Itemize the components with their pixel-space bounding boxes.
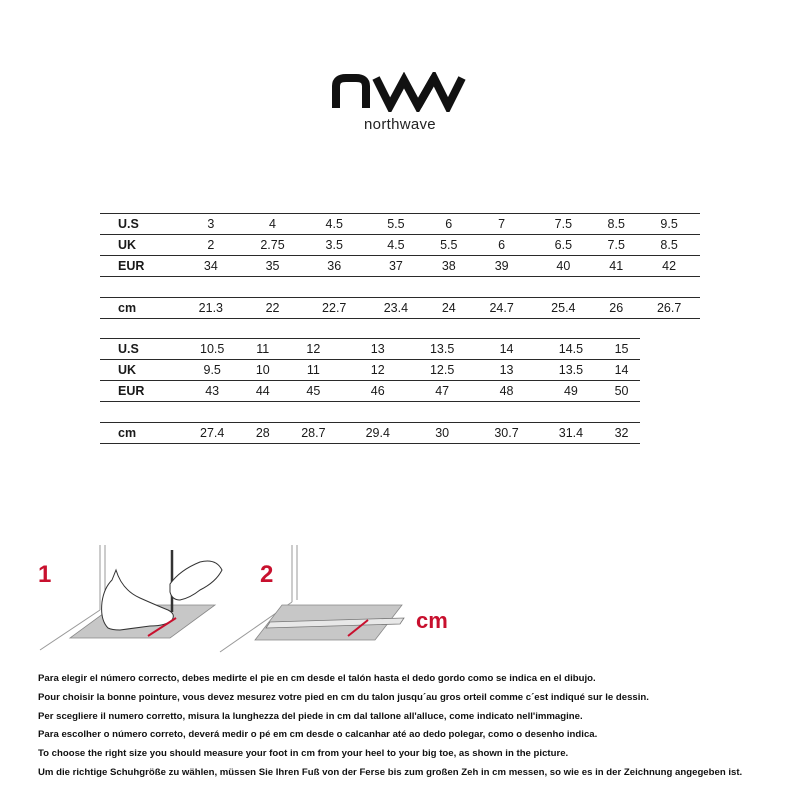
size-cell: 47 bbox=[410, 381, 474, 402]
row-label: UK bbox=[100, 360, 180, 381]
spacer-row bbox=[100, 402, 640, 423]
size-cell: 2.75 bbox=[242, 235, 304, 256]
brand-wordmark: northwave bbox=[364, 116, 436, 133]
size-cell: 8.5 bbox=[594, 214, 638, 235]
size-cell: 11 bbox=[281, 360, 345, 381]
step-2-number: 2 bbox=[260, 561, 274, 588]
size-table-1 bbox=[100, 213, 700, 319]
size-cell: 21.3 bbox=[180, 298, 242, 319]
size-cell: 38 bbox=[427, 256, 471, 277]
size-row-cm bbox=[100, 298, 700, 319]
size-cell: 48 bbox=[474, 381, 538, 402]
size-cell: 35 bbox=[242, 256, 304, 277]
size-cell: 12 bbox=[281, 339, 345, 360]
size-cell: 28.7 bbox=[281, 423, 345, 444]
size-cell: 7.5 bbox=[594, 235, 638, 256]
size-cell: 12 bbox=[346, 360, 410, 381]
size-cell: 27.4 bbox=[180, 423, 244, 444]
nw-logo-mark-icon bbox=[330, 72, 470, 112]
size-cell: 8.5 bbox=[638, 235, 700, 256]
instruction-pt: Para escolher o número correto, deverá medir o pé em cm desde o calcanhar até ao dedo polegar, como o desenho indica. bbox=[38, 729, 598, 741]
size-cell: 30.7 bbox=[474, 423, 538, 444]
measurement-illustration bbox=[30, 540, 470, 660]
size-table-2 bbox=[100, 338, 640, 444]
cm-unit-label: cm bbox=[416, 608, 448, 633]
size-cell: 12.5 bbox=[410, 360, 474, 381]
size-cell: 4.5 bbox=[365, 235, 427, 256]
size-cell: 7 bbox=[471, 214, 533, 235]
size-cell: 2 bbox=[180, 235, 242, 256]
size-cell: 41 bbox=[594, 256, 638, 277]
size-cell: 37 bbox=[365, 256, 427, 277]
size-cell: 49 bbox=[539, 381, 603, 402]
size-cell: 29.4 bbox=[346, 423, 410, 444]
size-cell: 39 bbox=[471, 256, 533, 277]
size-cell: 28 bbox=[244, 423, 281, 444]
size-cell: 7.5 bbox=[533, 214, 595, 235]
size-cell: 9.5 bbox=[638, 214, 700, 235]
size-cell: 32 bbox=[603, 423, 640, 444]
size-cell: 6.5 bbox=[533, 235, 595, 256]
size-cell: 25.4 bbox=[533, 298, 595, 319]
size-cell: 10 bbox=[244, 360, 281, 381]
size-cell: 45 bbox=[281, 381, 345, 402]
size-row-eur bbox=[100, 381, 640, 402]
size-cell: 34 bbox=[180, 256, 242, 277]
size-row-uk bbox=[100, 235, 700, 256]
size-cell: 42 bbox=[638, 256, 700, 277]
size-cell: 40 bbox=[533, 256, 595, 277]
instruction-es: Para elegir el número correcto, debes medirte el pie en cm desde el talón hasta el dedo gordo como se indica en el dibujo. bbox=[38, 673, 596, 684]
size-cell: 3.5 bbox=[303, 235, 365, 256]
size-cell: 13.5 bbox=[410, 339, 474, 360]
row-label: UK bbox=[100, 235, 180, 256]
step-1-number: 1 bbox=[38, 561, 52, 588]
size-cell: 22 bbox=[242, 298, 304, 319]
northwave-logo bbox=[330, 72, 470, 134]
row-label: U.S bbox=[100, 339, 180, 360]
size-cell: 31.4 bbox=[539, 423, 603, 444]
size-cell: 9.5 bbox=[180, 360, 244, 381]
size-cell: 4.5 bbox=[303, 214, 365, 235]
size-cell: 11 bbox=[244, 339, 281, 360]
size-cell: 23.4 bbox=[365, 298, 427, 319]
size-cell: 36 bbox=[303, 256, 365, 277]
size-cell: 13 bbox=[346, 339, 410, 360]
size-cell: 5.5 bbox=[365, 214, 427, 235]
spacer-row bbox=[100, 277, 700, 298]
size-cell: 24 bbox=[427, 298, 471, 319]
size-cell: 10.5 bbox=[180, 339, 244, 360]
size-cell: 5.5 bbox=[427, 235, 471, 256]
size-cell: 15 bbox=[603, 339, 640, 360]
size-cell: 14 bbox=[603, 360, 640, 381]
size-cell: 46 bbox=[346, 381, 410, 402]
size-row-us bbox=[100, 339, 640, 360]
size-row-us bbox=[100, 214, 700, 235]
row-label: cm bbox=[100, 423, 180, 444]
instruction-fr: Pour choisir la bonne pointure, vous devez mesurez votre pied en cm du talon jusqu´au gros orteil comme c´est indiqué sur le dessin. bbox=[38, 691, 649, 703]
row-label: cm bbox=[100, 298, 180, 319]
size-cell: 24.7 bbox=[471, 298, 533, 319]
size-cell: 26.7 bbox=[638, 298, 700, 319]
size-cell: 13 bbox=[474, 360, 538, 381]
size-cell: 22.7 bbox=[303, 298, 365, 319]
instruction-de: Um die richtige Schuhgröße zu wählen, müssen Sie Ihren Fuß von der Ferse bis zum großen Zeh in cm messen, so wie es in der Zeichnung angegeben ist. bbox=[38, 766, 743, 778]
instruction-it: Per scegliere il numero corretto, misura la lunghezza del piede in cm dal tallone all'alluce, come indicato nell'immagine. bbox=[38, 710, 583, 722]
size-cell: 3 bbox=[180, 214, 242, 235]
instruction-en: To choose the right size you should measure your foot in cm from your heel to your big toe, as shown in the picture. bbox=[38, 748, 569, 760]
size-row-eur bbox=[100, 256, 700, 277]
size-cell: 14.5 bbox=[539, 339, 603, 360]
size-cell: 30 bbox=[410, 423, 474, 444]
size-cell: 6 bbox=[471, 235, 533, 256]
size-cell: 13.5 bbox=[539, 360, 603, 381]
size-cell: 26 bbox=[594, 298, 638, 319]
size-cell: 6 bbox=[427, 214, 471, 235]
foot-icon bbox=[102, 570, 174, 630]
size-row-uk bbox=[100, 360, 640, 381]
size-cell: 43 bbox=[180, 381, 244, 402]
row-label: U.S bbox=[100, 214, 180, 235]
instructions-block bbox=[38, 670, 788, 783]
size-cell: 50 bbox=[603, 381, 640, 402]
size-row-cm bbox=[100, 423, 640, 444]
size-cell: 44 bbox=[244, 381, 281, 402]
size-cell: 4 bbox=[242, 214, 304, 235]
row-label: EUR bbox=[100, 256, 180, 277]
hand-icon bbox=[170, 561, 222, 600]
row-label: EUR bbox=[100, 381, 180, 402]
size-cell: 14 bbox=[474, 339, 538, 360]
